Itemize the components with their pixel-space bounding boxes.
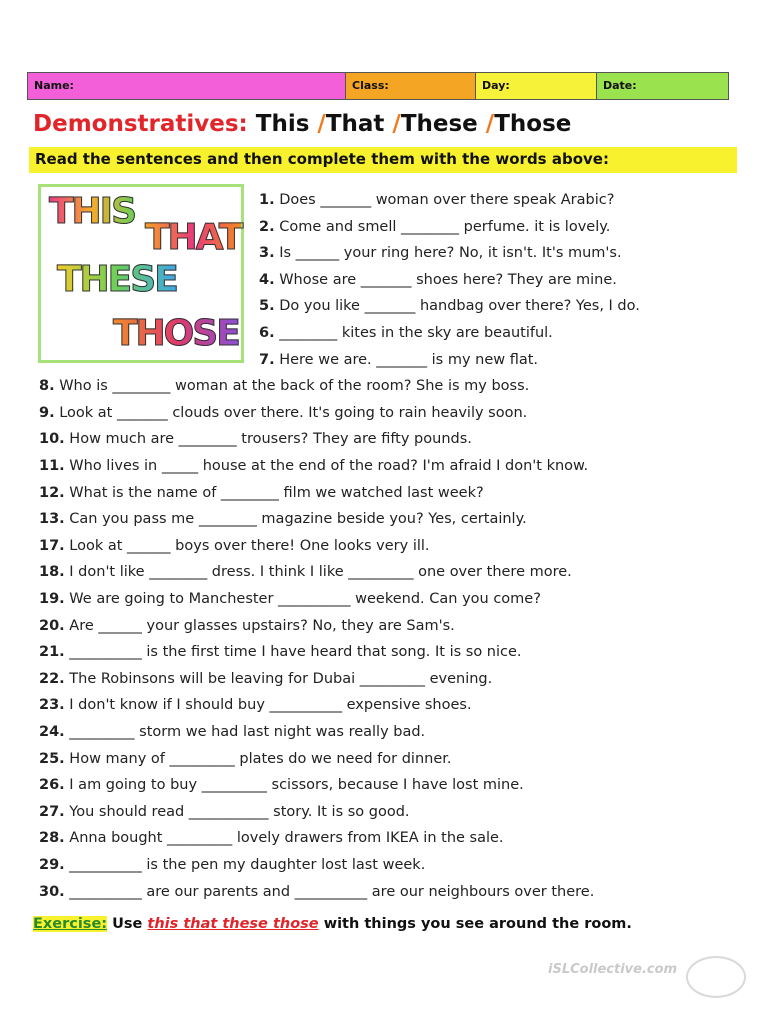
sentence-number: 11. (39, 458, 65, 474)
exercise-line (33, 916, 632, 932)
sentence-text: Does _______ woman over there speak Arabic? (279, 192, 615, 208)
watermark-logo-icon (686, 956, 746, 998)
title-label: Demonstratives: (33, 111, 248, 137)
sentence-number: 17. (39, 537, 65, 554)
sentence-item (259, 219, 610, 235)
sentence-text: __________ is the first time I have heard that song. It is so nice. (69, 644, 522, 661)
sentence-item (259, 192, 614, 208)
sentence-item (39, 405, 527, 421)
sentence-text: ________ kites in the sky are beautiful. (279, 325, 553, 341)
sentence-text: Do you like _______ handbag over there? Yes, I do. (279, 298, 640, 315)
picture-word-those: THOSE (113, 313, 239, 354)
sentence-number: 9. (39, 404, 55, 421)
sentence-item (259, 325, 553, 341)
sentence-item (39, 431, 472, 447)
info-header (27, 72, 729, 100)
sentence-item (39, 564, 572, 580)
title-slash: / (317, 111, 326, 137)
sentence-text: The Robinsons will be leaving for Dubai _________ evening. (69, 670, 493, 687)
sentence-number: 3. (259, 245, 275, 262)
sentence-item (259, 352, 538, 368)
sentence-text: You should read ___________ story. It is so good. (69, 803, 410, 820)
sentence-text: Whose are _______ shoes here? They are mine. (279, 271, 617, 288)
sentence-number: 6. (259, 325, 275, 341)
sentence-number: 12. (39, 484, 65, 501)
sentence-number: 21. (39, 644, 65, 661)
sentence-item (39, 751, 452, 767)
sentence-text: I am going to buy _________ scissors, because I have lost mine. (69, 777, 524, 794)
sentence-item (39, 697, 472, 713)
exercise-pre: Use (107, 916, 148, 932)
sentence-item (39, 884, 594, 900)
sentence-text: Anna bought _________ lovely drawers from IKEA in the sale. (69, 830, 504, 847)
sentence-number: 5. (259, 298, 275, 315)
exercise-post: with things you see around the room. (318, 916, 632, 932)
exercise-words: this that these those (147, 916, 319, 932)
sentence-number: 22. (39, 670, 65, 687)
sentence-text: Can you pass me ________ magazine beside you? Yes, certainly. (69, 511, 527, 528)
sentence-text: Look at _______ clouds over there. It's going to rain heavily soon. (59, 404, 528, 421)
sentence-number: 10. (39, 431, 65, 448)
sentence-number: 4. (259, 271, 275, 288)
sentence-item (39, 511, 527, 527)
sentence-text: We are going to Manchester __________ weekend. Can you come? (69, 591, 541, 607)
page-title (33, 111, 571, 137)
sentence-text: I don't know if I should buy __________ expensive shoes. (69, 697, 472, 714)
sentence-number: 23. (39, 697, 65, 714)
watermark: iSLCollective.com (548, 962, 678, 977)
sentence-item (259, 298, 640, 314)
demonstratives-picture (38, 184, 244, 363)
sentence-item (39, 830, 504, 846)
sentence-text: What is the name of ________ film we watched last week? (69, 484, 484, 501)
sentence-number: 7. (259, 351, 275, 368)
sentence-number: 8. (39, 378, 55, 395)
class-field[interactable]: Class: (346, 73, 476, 99)
sentence-number: 29. (39, 857, 65, 873)
sentence-number: 13. (39, 511, 65, 528)
date-field[interactable]: Date: (597, 73, 728, 99)
sentence-number: 1. (259, 192, 275, 208)
sentence-number: 28. (39, 830, 65, 847)
sentence-item (39, 458, 588, 474)
sentence-number: 26. (39, 777, 65, 794)
sentence-number: 20. (39, 617, 65, 634)
sentence-text: Who is ________ woman at the back of the room? She is my boss. (59, 378, 530, 395)
sentence-item (39, 618, 455, 634)
sentence-item (39, 644, 522, 660)
sentence-item (39, 591, 541, 607)
title-word-these: These (400, 111, 478, 137)
sentence-item (39, 804, 410, 820)
name-field[interactable]: Name: (28, 73, 346, 99)
instruction: Read the sentences and then complete them with the words above: (29, 147, 737, 173)
sentence-item (39, 724, 425, 740)
sentence-text: __________ are our parents and __________ are our neighbours over there. (69, 883, 595, 900)
title-slash: / (485, 111, 495, 137)
sentence-text: Here we are. _______ is my new flat. (279, 351, 539, 368)
sentence-text: Are ______ your glasses upstairs? No, they are Sam's. (69, 617, 455, 634)
sentence-text: Is ______ your ring here? No, it isn't. It's mum's. (279, 245, 622, 262)
sentence-text: Who lives in _____ house at the end of the road? I'm afraid I don't know. (69, 458, 589, 474)
exercise-label: Exercise: (33, 916, 108, 932)
sentence-number: 25. (39, 750, 65, 767)
title-word-that: That (325, 111, 385, 137)
sentence-item (39, 777, 524, 793)
sentence-item (39, 538, 430, 554)
title-word-those: Those (494, 111, 572, 137)
sentence-text: _________ storm we had last night was really bad. (69, 724, 426, 740)
picture-word-that: THAT (145, 217, 242, 258)
sentence-text: Look at ______ boys over there! One looks very ill. (69, 537, 430, 554)
sentence-number: 27. (39, 803, 65, 820)
picture-word-this: THIS (49, 191, 136, 232)
sentence-number: 18. (39, 564, 65, 581)
picture-word-these: THESE (57, 259, 177, 300)
day-field[interactable]: Day: (476, 73, 597, 99)
sentence-number: 24. (39, 724, 65, 740)
sentence-number: 30. (39, 883, 65, 900)
sentence-item (39, 671, 492, 687)
sentence-text: __________ is the pen my daughter lost last week. (69, 857, 426, 873)
sentence-item (39, 485, 484, 501)
sentence-item (259, 245, 622, 261)
sentence-text: I don't like ________ dress. I think I like _________ one over there more. (69, 564, 572, 581)
sentence-number: 19. (39, 591, 65, 607)
sentence-item (39, 378, 529, 394)
sentence-text: How many of _________ plates do we need for dinner. (69, 750, 452, 767)
sentence-text: How much are ________ trousers? They are fifty pounds. (69, 431, 472, 448)
sentence-item (39, 857, 425, 873)
sentence-text: Come and smell ________ perfume. it is lovely. (279, 218, 611, 235)
sentence-item (259, 272, 617, 288)
title-word-this: This (255, 111, 310, 137)
sentence-number: 2. (259, 218, 275, 235)
title-slash: / (392, 111, 401, 137)
